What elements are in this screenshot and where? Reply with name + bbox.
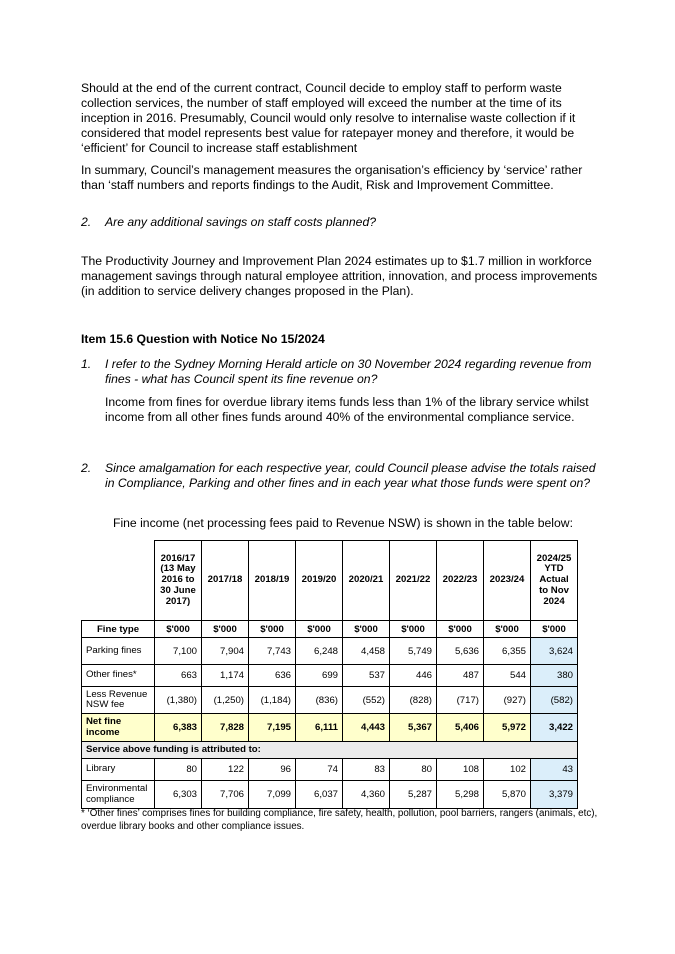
table-cell: 1,174 [202,665,249,687]
table-cell: 122 [202,759,249,781]
question-number: 1. [81,357,92,371]
table-cell: 6,303 [155,781,202,809]
table-cell: 7,743 [249,638,296,665]
table-cell: 102 [484,759,531,781]
table-cell: 6,383 [155,714,202,742]
table-cell: 5,367 [390,714,437,742]
column-header: 2022/23 [437,541,484,621]
table-cell: 6,248 [296,638,343,665]
table-cell: 5,287 [390,781,437,809]
unit-cell: $'000 [484,621,531,638]
row-label: Other fines* [82,665,155,687]
paragraph-productivity-plan: The Productivity Journey and Improvement Plan 2024 estimates up to $1.7 million in workforce management savings through natural employee attrition, innovation, and process improvements (in addition to service delivery changes proposed in the Plan). [81,254,598,298]
row-label: Net fine income [82,714,155,742]
table-cell: 7,100 [155,638,202,665]
table-cell: 5,298 [437,781,484,809]
table-cell: 4,458 [343,638,390,665]
question-fine-totals: Since amalgamation for each respective year, could Council please advise the totals raised in Compliance, Parking and other fines and in each year what those funds were spent on? [105,461,596,490]
table-cell: 7,904 [202,638,249,665]
paragraph-efficiency-summary: In summary, Council’s management measures the organisation’s efficiency by ‘service’ rather than ‘staff numbers and reports findings to the Audit, Risk and Improvement Committee. [81,163,583,192]
paragraph-waste-collection: Should at the end of the current contract, Council decide to employ staff to perform waste collection services, the number of staff employed will exceed the number at the time of its inception in 2016. Presumably, Council would only resolve to internalise waste collection if it considered that model represents best value for ratepayer money and therefore, it would be ‘efficient’ for Council to increase staff establishment [81,81,576,155]
column-header: 2021/22 [390,541,437,621]
table-cell: (1,250) [202,687,249,714]
table-cell: (828) [390,687,437,714]
table-cell-ytd: 43 [531,759,578,781]
table-row [82,638,578,665]
table-cell: (1,184) [249,687,296,714]
table-cell: 537 [343,665,390,687]
table-cell: 4,360 [343,781,390,809]
column-header: 2019/20 [296,541,343,621]
service-header: Service above funding is attributed to: [82,742,578,759]
unit-cell: $'000 [531,621,578,638]
table-cell: 5,636 [437,638,484,665]
table-cell-ytd: 3,624 [531,638,578,665]
table-cell: 96 [249,759,296,781]
units-row [82,621,578,638]
unit-cell: $'000 [155,621,202,638]
row-label: Environmental compliance [82,781,155,809]
table-cell: (1,380) [155,687,202,714]
table-cell: 487 [437,665,484,687]
table-cell: 6,037 [296,781,343,809]
table-cell-ytd: 3,422 [531,714,578,742]
table-footnote: * ‘Other fines’ comprises fines for building compliance, fire safety, health, pollution, pool barriers, rangers (animals, etc), overdue library books and other compliance issues. [81,808,598,832]
net-income-row [82,714,578,742]
column-header: 2024/25 YTD Actual to Nov 2024 [531,541,578,621]
fine-income-table [81,540,578,809]
question-fine-revenue: I refer to the Sydney Morning Herald article on 30 November 2024 regarding revenue from fines - what has Council spent its fine revenue on? [105,357,592,386]
service-header-row [82,742,578,759]
question-number: 2. [81,461,92,475]
column-header: 2023/24 [484,541,531,621]
column-header: 2018/19 [249,541,296,621]
table-cell: 4,443 [343,714,390,742]
table-cell: 74 [296,759,343,781]
unit-cell: $'000 [343,621,390,638]
answer-fine-revenue: Income from fines for overdue library items funds less than 1% of the library service whilst income from all other fines funds around 40% of the environmental compliance service. [105,395,589,424]
table-row [82,759,578,781]
table-cell: 636 [249,665,296,687]
table-cell: 6,355 [484,638,531,665]
table-cell-ytd: 3,379 [531,781,578,809]
table-cell: 7,828 [202,714,249,742]
table-cell: (552) [343,687,390,714]
row-label: Library [82,759,155,781]
table-cell: 5,749 [390,638,437,665]
table-cell: 5,406 [437,714,484,742]
table-cell: 5,870 [484,781,531,809]
unit-cell: $'000 [249,621,296,638]
unit-cell: $'000 [296,621,343,638]
question-number: 2. [81,215,92,229]
table-intro: Fine income (net processing fees paid to Revenue NSW) is shown in the table below: [113,516,573,530]
table-row [82,687,578,714]
table-cell: 7,706 [202,781,249,809]
question-staff-savings: Are any additional savings on staff costs planned? [105,215,377,229]
table-cell: (927) [484,687,531,714]
column-header: 2016/17 (13 May 2016 to 30 June 2017) [155,541,202,621]
table-corner [82,541,155,621]
table-cell: 446 [390,665,437,687]
table-cell-ytd: (582) [531,687,578,714]
table-cell: (717) [437,687,484,714]
table-cell-ytd: 380 [531,665,578,687]
row-label: Parking fines [82,638,155,665]
table-cell: 108 [437,759,484,781]
unit-cell: $'000 [437,621,484,638]
table-row [82,665,578,687]
table-cell: 699 [296,665,343,687]
table-cell: 7,099 [249,781,296,809]
table-cell: 80 [155,759,202,781]
table-cell: 83 [343,759,390,781]
unit-cell: $'000 [390,621,437,638]
table-cell: (836) [296,687,343,714]
column-header: 2020/21 [343,541,390,621]
table-row [82,781,578,809]
fine-type-header: Fine type [82,621,155,638]
table-cell: 5,972 [484,714,531,742]
row-label: Less Revenue NSW fee [82,687,155,714]
table-header-row [82,541,578,621]
table-cell: 544 [484,665,531,687]
table-cell: 663 [155,665,202,687]
item-heading: Item 15.6 Question with Notice No 15/2024 [81,332,325,346]
table-cell: 6,111 [296,714,343,742]
unit-cell: $'000 [202,621,249,638]
column-header: 2017/18 [202,541,249,621]
table-cell: 80 [390,759,437,781]
table-cell: 7,195 [249,714,296,742]
